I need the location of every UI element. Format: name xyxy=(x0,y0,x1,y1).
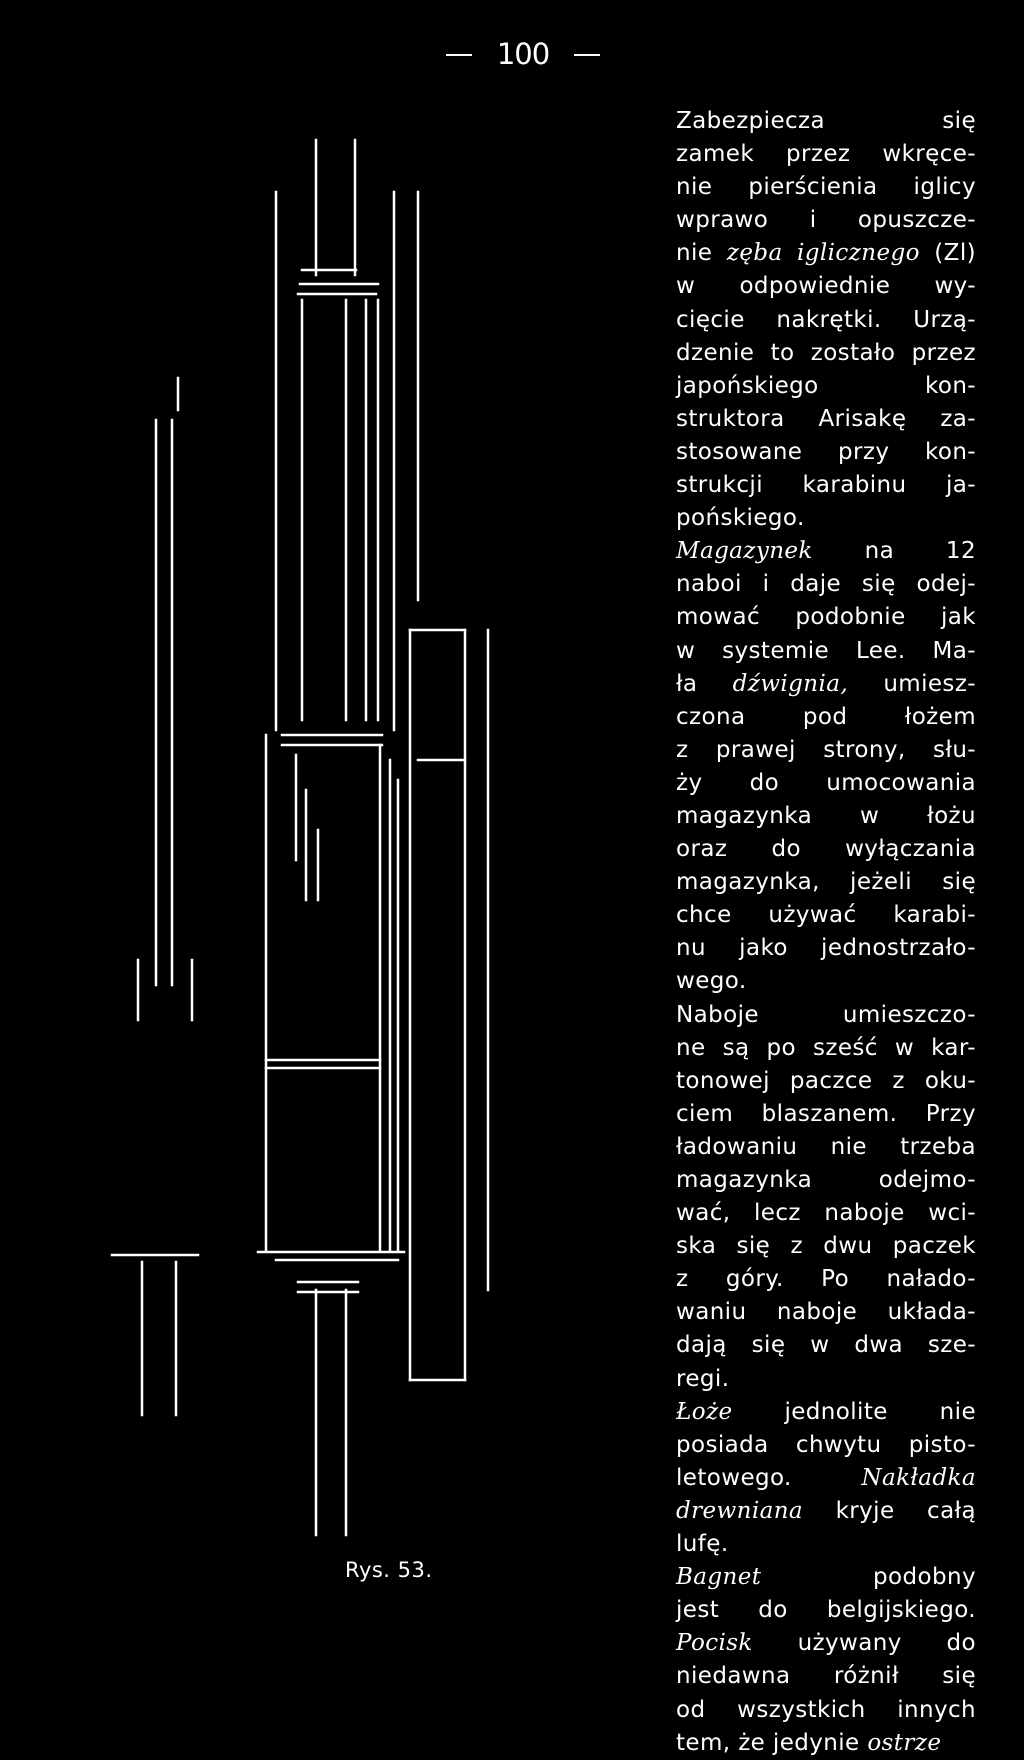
text-line xyxy=(676,635,976,668)
text-segment: ska się z dwu paczek xyxy=(676,1233,976,1260)
italic-term: dźwignia, xyxy=(732,670,849,697)
text-segment: podobny xyxy=(761,1564,976,1591)
text-segment: tem, że jedynie xyxy=(676,1729,868,1756)
body-text xyxy=(676,105,976,1760)
text-line xyxy=(676,701,976,734)
text-line xyxy=(676,1197,976,1230)
text-segment: nie xyxy=(676,240,727,267)
italic-term: Nakładka xyxy=(861,1464,976,1491)
italic-term: Bagnet xyxy=(676,1564,762,1591)
text-segment: jednolite nie xyxy=(732,1398,976,1425)
text-segment: dzenie to zostało przez xyxy=(676,339,976,366)
text-segment: struktora Arisakę za- xyxy=(676,405,976,432)
text-segment: lufę. xyxy=(676,1531,729,1558)
text-line xyxy=(676,1296,976,1329)
text-segment: z góry. Po nałado- xyxy=(676,1266,976,1293)
text-segment: magazynka odejmo- xyxy=(676,1167,976,1193)
text-line xyxy=(676,138,976,171)
italic-term: zęba iglicznego xyxy=(726,240,920,267)
text-line xyxy=(676,1429,976,1462)
text-segment: ła xyxy=(676,670,733,697)
text-line xyxy=(676,1164,976,1197)
text-line xyxy=(676,1131,976,1164)
italic-term: Magazynek xyxy=(676,538,813,565)
text-segment: kryje całą xyxy=(803,1497,976,1524)
text-line xyxy=(676,734,976,767)
text-line xyxy=(676,204,976,237)
text-segment: strukcji karabinu ja- xyxy=(676,472,976,499)
text-line xyxy=(676,1230,976,1263)
text-segment: stosowane przy kon- xyxy=(676,438,976,465)
text-segment: regi. xyxy=(676,1365,730,1392)
text-line xyxy=(676,1660,976,1693)
text-segment: wego. xyxy=(676,968,747,995)
text-segment: na 12 xyxy=(812,538,976,565)
text-segment: zamek przez wkręce- xyxy=(676,141,976,168)
text-line xyxy=(676,171,976,204)
text-line xyxy=(676,535,976,568)
text-segment: wprawo i opuszcze- xyxy=(676,207,976,234)
italic-term: Pocisk xyxy=(676,1630,753,1657)
text-segment: niedawna różnił się xyxy=(676,1663,976,1690)
text-segment: pońskiego. xyxy=(676,505,805,532)
text-segment: chce używać karabi- xyxy=(676,902,976,929)
italic-term: Łoże xyxy=(676,1398,733,1425)
text-segment: magazynka, jeżeli się xyxy=(676,869,976,896)
text-segment: nu jako jednostrzało- xyxy=(676,935,976,962)
text-segment: Naboje umieszczo- xyxy=(676,1001,976,1028)
text-segment: magazynka w łożu xyxy=(676,802,976,829)
text-line xyxy=(676,502,976,535)
text-line xyxy=(676,1495,976,1528)
text-segment: ładowaniu nie trzeba xyxy=(676,1133,976,1160)
text-segment: naboi i daje się odej- xyxy=(676,571,976,598)
text-line xyxy=(676,1561,976,1594)
text-segment: umiesz- xyxy=(848,670,976,697)
text-line xyxy=(676,601,976,634)
text-segment: ne są po sześć w kar- xyxy=(676,1034,976,1061)
text-line xyxy=(676,866,976,899)
text-segment: wać, lecz naboje wci- xyxy=(676,1200,976,1227)
text-segment: w odpowiednie wy- xyxy=(676,273,976,300)
text-line xyxy=(676,304,976,337)
text-segment: od wszystkich innych xyxy=(676,1696,976,1723)
text-segment: ciem blaszanem. Przy xyxy=(676,1100,976,1127)
text-line xyxy=(676,237,976,270)
text-line xyxy=(676,1032,976,1065)
italic-term: drewniana xyxy=(676,1497,804,1524)
text-line xyxy=(676,800,976,833)
figure-caption: Rys. 53. xyxy=(345,1558,433,1582)
text-line xyxy=(676,668,976,701)
italic-term: ostrze xyxy=(867,1729,942,1756)
text-line xyxy=(676,1694,976,1727)
text-line xyxy=(676,1462,976,1495)
text-segment: używany do xyxy=(752,1630,976,1657)
text-line xyxy=(676,403,976,436)
text-line xyxy=(676,1627,976,1660)
text-line xyxy=(676,1263,976,1296)
text-segment: dają się w dwa sze- xyxy=(676,1332,976,1359)
text-segment: w systemie Lee. Ma- xyxy=(676,637,976,664)
text-line xyxy=(676,1594,976,1627)
text-segment: ży do umocowania xyxy=(676,769,976,796)
text-segment: letowego. xyxy=(676,1464,862,1491)
text-segment: czona pod łożem xyxy=(676,703,976,730)
text-line xyxy=(676,568,976,601)
text-segment: tonowej paczce z oku- xyxy=(676,1067,976,1094)
text-line xyxy=(676,767,976,800)
text-line xyxy=(676,1065,976,1098)
text-line xyxy=(676,105,976,138)
text-line xyxy=(676,833,976,866)
text-line xyxy=(676,1528,976,1561)
text-line xyxy=(676,1098,976,1131)
text-line xyxy=(676,370,976,403)
text-line xyxy=(676,1727,976,1760)
text-line xyxy=(676,270,976,303)
text-line xyxy=(676,899,976,932)
text-segment: cięcie nakrętki. Urzą- xyxy=(676,306,976,333)
text-line xyxy=(676,337,976,370)
text-segment: (Zl) xyxy=(919,240,976,267)
text-line xyxy=(676,469,976,502)
text-segment: posiada chwytu pisto- xyxy=(676,1431,976,1458)
text-segment: z prawej strony, słu- xyxy=(676,736,976,763)
text-line xyxy=(676,1363,976,1396)
page-number: 100 xyxy=(496,37,550,71)
text-segment: oraz do wyłączania xyxy=(676,836,976,863)
text-line xyxy=(676,1329,976,1362)
text-line xyxy=(676,932,976,965)
text-segment: Zabezpiecza się xyxy=(676,108,976,134)
text-line xyxy=(676,965,976,998)
text-segment: mować podobnie jak xyxy=(676,604,976,631)
text-segment: japońskiego kon- xyxy=(676,372,976,399)
text-segment: waniu naboje układa- xyxy=(676,1299,976,1326)
text-line xyxy=(676,436,976,469)
text-segment: nie pierścienia iglicy xyxy=(676,174,976,201)
text-line xyxy=(676,1396,976,1429)
text-line xyxy=(676,999,976,1032)
text-segment: jest do belgijskiego. xyxy=(676,1597,976,1624)
